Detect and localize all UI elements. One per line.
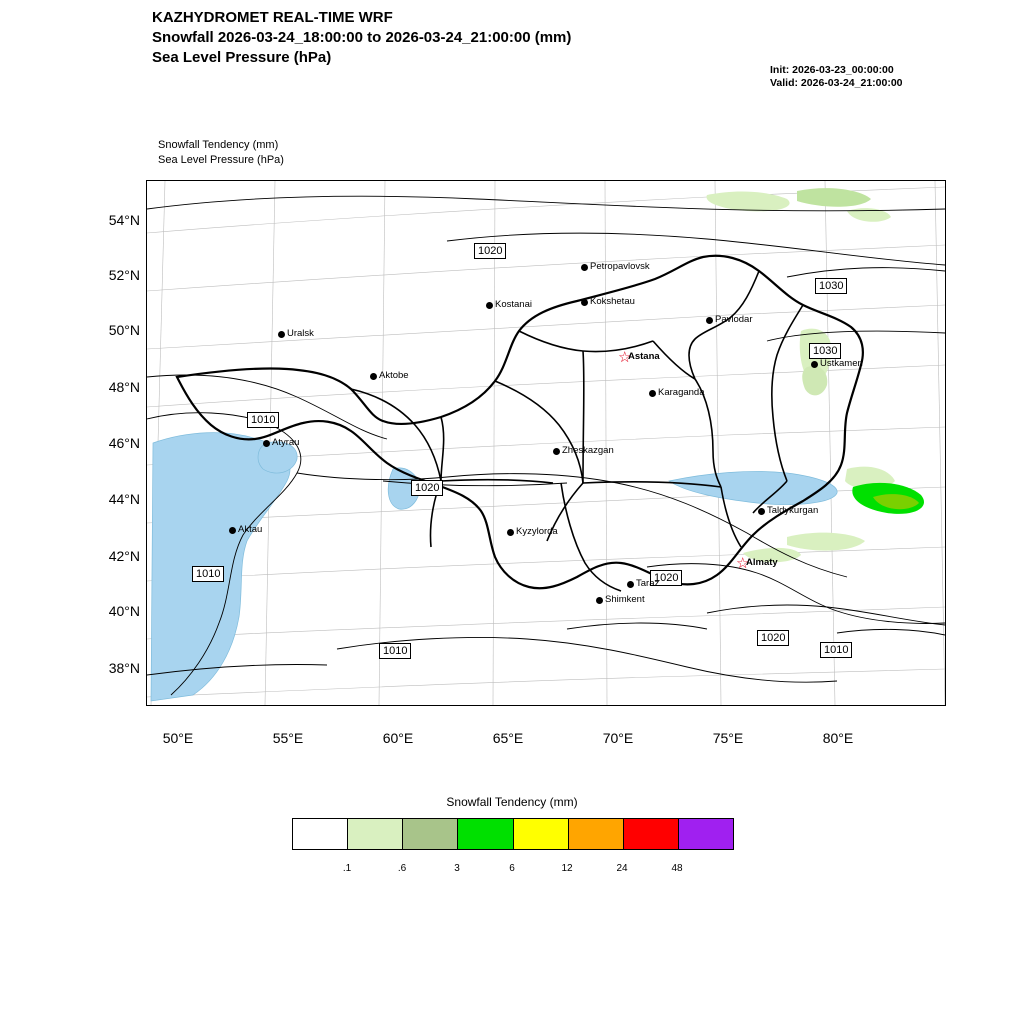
colorbar-tick: 24 — [616, 863, 628, 874]
axis-label-lon: 70°E — [602, 730, 634, 746]
colorbar-tick: 12 — [561, 863, 573, 874]
contour-label: 1030 — [809, 343, 841, 359]
city-dot — [649, 390, 656, 397]
contour-label: 1010 — [379, 643, 411, 659]
axis-label-lat: 52°N — [108, 267, 140, 283]
colorbar-swatch-7 — [679, 819, 733, 849]
city-label: Aktau — [238, 524, 263, 535]
city-dot — [581, 299, 588, 306]
colorbar-swatch-6 — [624, 819, 679, 849]
contour-label: 1010 — [247, 412, 279, 428]
city-label: Kokshetau — [590, 296, 635, 307]
colorbar-tick: 6 — [509, 863, 515, 874]
city-label: Almaty — [746, 557, 778, 568]
title-line-3: Sea Level Pressure (hPa) — [152, 49, 332, 66]
colorbar-tick: 48 — [671, 863, 683, 874]
title-line-1: KAZHYDROMET REAL-TIME WRF — [152, 9, 393, 26]
city-label: Kostanai — [495, 299, 532, 310]
plot-subcaption — [158, 138, 284, 168]
city-label: Aktobe — [379, 370, 409, 381]
city-dot — [811, 361, 818, 368]
city-label: Zheskazgan — [562, 445, 614, 456]
city-label: Ustkamen — [820, 358, 863, 369]
subcaption-pressure: Sea Level Pressure (hPa) — [158, 154, 284, 166]
colorbar-swatch-4 — [514, 819, 569, 849]
axis-label-lat: 48°N — [108, 379, 140, 395]
colorbar-swatch-0 — [293, 819, 348, 849]
subcaption-snowfall: Snowfall Tendency (mm) — [158, 139, 279, 151]
contour-label: 1010 — [192, 566, 224, 582]
contour-label: 1030 — [815, 278, 847, 294]
page-title — [152, 8, 852, 68]
city-dot — [278, 331, 285, 338]
axis-label-lon: 50°E — [162, 730, 194, 746]
contour-label: 1020 — [650, 570, 682, 586]
axis-label-lat: 46°N — [108, 435, 140, 451]
capital-star-icon: ☆ — [736, 555, 750, 572]
axis-label-lat: 54°N — [108, 212, 140, 228]
axis-label-lat: 50°N — [108, 322, 140, 338]
axis-label-lat: 44°N — [108, 491, 140, 507]
init-time: Init: 2026-03-23_00:00:00 — [770, 64, 894, 76]
colorbar-tick: .6 — [397, 863, 407, 874]
axis-label-lat: 42°N — [108, 548, 140, 564]
colorbar-ticks — [292, 863, 732, 877]
axis-label-lon: 65°E — [492, 730, 524, 746]
city-dot — [758, 508, 765, 515]
init-valid-block — [770, 64, 903, 90]
city-label: Taldykurgan — [767, 505, 819, 516]
colorbar-tick: .1 — [342, 863, 352, 874]
axis-label-lat: 40°N — [108, 603, 140, 619]
capital-star-icon: ☆ — [618, 349, 632, 366]
contour-label: 1020 — [474, 243, 506, 259]
colorbar-title: Snowfall Tendency (mm) — [446, 795, 578, 809]
map-canvas[interactable] — [146, 180, 946, 706]
colorbar-swatch-1 — [348, 819, 403, 849]
city-label: Uralsk — [287, 328, 314, 339]
valid-time: Valid: 2026-03-24_21:00:00 — [770, 77, 903, 89]
axis-label-lat: 38°N — [108, 660, 140, 676]
city-dot — [553, 448, 560, 455]
contour-label: 1020 — [757, 630, 789, 646]
city-dot — [627, 581, 634, 588]
city-dot — [370, 373, 377, 380]
axis-label-lon: 75°E — [712, 730, 744, 746]
city-label: Kyzylorda — [516, 526, 558, 537]
colorbar — [292, 818, 734, 850]
city-dot — [507, 529, 514, 536]
city-dot — [596, 597, 603, 604]
city-dot — [706, 317, 713, 324]
city-label: Astana — [628, 351, 660, 362]
colorbar-swatch-3 — [458, 819, 513, 849]
axis-label-lon: 55°E — [272, 730, 304, 746]
city-label: Karaganda — [658, 387, 705, 398]
city-label: Shimkent — [605, 594, 645, 605]
city-label: Atyrau — [272, 437, 300, 448]
contour-label: 1010 — [820, 642, 852, 658]
city-dot — [263, 440, 270, 447]
city-dot — [229, 527, 236, 534]
city-dot — [581, 264, 588, 271]
colorbar-swatch-5 — [569, 819, 624, 849]
city-label: Pavlodar — [715, 314, 753, 325]
axis-label-lon: 60°E — [382, 730, 414, 746]
city-dot — [486, 302, 493, 309]
city-label: Taraz — [636, 578, 660, 589]
contour-label: 1020 — [411, 480, 443, 496]
colorbar-tick: 3 — [454, 863, 460, 874]
title-line-2: Snowfall 2026-03-24_18:00:00 to 2026-03-24_21:00:00 (mm) — [152, 29, 572, 46]
colorbar-swatch-2 — [403, 819, 458, 849]
axis-label-lon: 80°E — [822, 730, 854, 746]
city-label: Petropavlovsk — [590, 261, 650, 272]
